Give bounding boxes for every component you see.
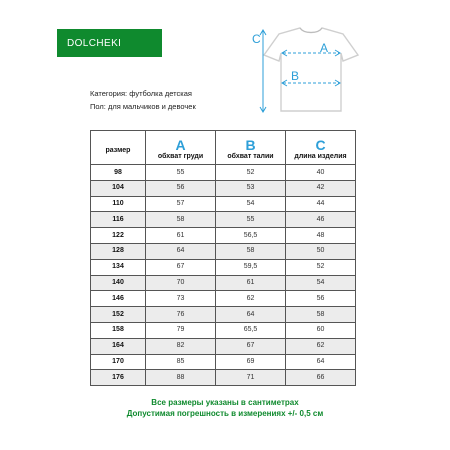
size-cell: 140 <box>91 275 146 291</box>
size-cell: 98 <box>91 165 146 181</box>
col-header-size <box>91 131 146 165</box>
measure-cell: 85 <box>146 354 216 370</box>
measure-cell: 67 <box>216 338 286 354</box>
table-row <box>91 275 356 291</box>
table-row <box>91 370 356 386</box>
table-row <box>91 307 356 323</box>
measure-cell: 67 <box>146 259 216 275</box>
measure-cell: 54 <box>286 275 356 291</box>
measure-cell: 70 <box>146 275 216 291</box>
col-header-b <box>216 131 286 165</box>
size-cell: 128 <box>91 243 146 259</box>
measure-cell: 61 <box>146 228 216 244</box>
col-label-c: длина изделия <box>294 153 347 160</box>
measure-cell: 56 <box>146 180 216 196</box>
measure-cell: 52 <box>216 165 286 181</box>
measure-cell: 65,5 <box>216 322 286 338</box>
measure-cell: 76 <box>146 307 216 323</box>
table-row <box>91 228 356 244</box>
note-units: Все размеры указаны в сантиметрах <box>151 398 299 407</box>
col-letter-b: B <box>245 137 256 153</box>
diagram-label-b: B <box>291 69 300 83</box>
measure-cell: 40 <box>286 165 356 181</box>
col-letter-c: C <box>315 137 326 153</box>
measure-cell: 58 <box>146 212 216 228</box>
col-label-b: обхват талии <box>227 153 274 160</box>
size-cell: 170 <box>91 354 146 370</box>
table-row <box>91 259 356 275</box>
measure-cell: 82 <box>146 338 216 354</box>
measure-cell: 55 <box>146 165 216 181</box>
col-header-c <box>286 131 356 165</box>
table-row <box>91 338 356 354</box>
table-row <box>91 291 356 307</box>
brand-logo: DOLCHEKI <box>57 29 162 57</box>
measure-cell: 59,5 <box>216 259 286 275</box>
measure-cell: 56 <box>286 291 356 307</box>
measure-cell: 73 <box>146 291 216 307</box>
measure-cell: 42 <box>286 180 356 196</box>
table-row <box>91 212 356 228</box>
size-table <box>90 130 356 386</box>
measure-cell: 57 <box>146 196 216 212</box>
size-cell: 134 <box>91 259 146 275</box>
measure-cell: 64 <box>146 243 216 259</box>
measure-cell: 64 <box>216 307 286 323</box>
measure-cell: 69 <box>216 354 286 370</box>
measure-cell: 58 <box>216 243 286 259</box>
diagram-label-a: A <box>320 41 329 55</box>
measure-cell: 64 <box>286 354 356 370</box>
measure-cell: 53 <box>216 180 286 196</box>
size-cell: 176 <box>91 370 146 386</box>
table-row <box>91 165 356 181</box>
size-cell: 122 <box>91 228 146 244</box>
table-row <box>91 322 356 338</box>
col-letter-a: A <box>175 137 186 153</box>
measure-cell: 60 <box>286 322 356 338</box>
measure-cell: 62 <box>286 338 356 354</box>
measure-cell: 62 <box>216 291 286 307</box>
col-label-size: размер <box>105 146 131 154</box>
measure-cell: 79 <box>146 322 216 338</box>
measure-cell: 61 <box>216 275 286 291</box>
measure-cell: 56,5 <box>216 228 286 244</box>
col-header-a <box>146 131 216 165</box>
size-cell: 158 <box>91 322 146 338</box>
size-table-header <box>91 131 356 165</box>
measure-cell: 52 <box>286 259 356 275</box>
note-tolerance: Допустимая погрешность в измерениях +/- 0,5 см <box>126 409 324 418</box>
table-row <box>91 243 356 259</box>
measure-cell: 44 <box>286 196 356 212</box>
size-cell: 164 <box>91 338 146 354</box>
measure-cell: 54 <box>216 196 286 212</box>
size-cell: 110 <box>91 196 146 212</box>
table-row <box>91 196 356 212</box>
gender-text: Пол: для мальчиков и девочек <box>90 102 196 111</box>
size-cell: 116 <box>91 212 146 228</box>
table-row <box>91 354 356 370</box>
diagram-label-c: C <box>252 32 261 46</box>
tshirt-diagram <box>248 25 368 115</box>
measure-cell: 88 <box>146 370 216 386</box>
size-table-body <box>91 165 356 386</box>
table-row <box>91 180 356 196</box>
measure-cell: 71 <box>216 370 286 386</box>
measure-cell: 50 <box>286 243 356 259</box>
measure-cell: 46 <box>286 212 356 228</box>
measure-cell: 66 <box>286 370 356 386</box>
col-label-a: обхват груди <box>157 153 204 160</box>
measure-cell: 55 <box>216 212 286 228</box>
tshirt-outline <box>264 28 358 111</box>
category-text: Категория: футболка детская <box>90 89 192 98</box>
measure-cell: 58 <box>286 307 356 323</box>
size-cell: 104 <box>91 180 146 196</box>
measure-cell: 48 <box>286 228 356 244</box>
size-cell: 146 <box>91 291 146 307</box>
size-cell: 152 <box>91 307 146 323</box>
